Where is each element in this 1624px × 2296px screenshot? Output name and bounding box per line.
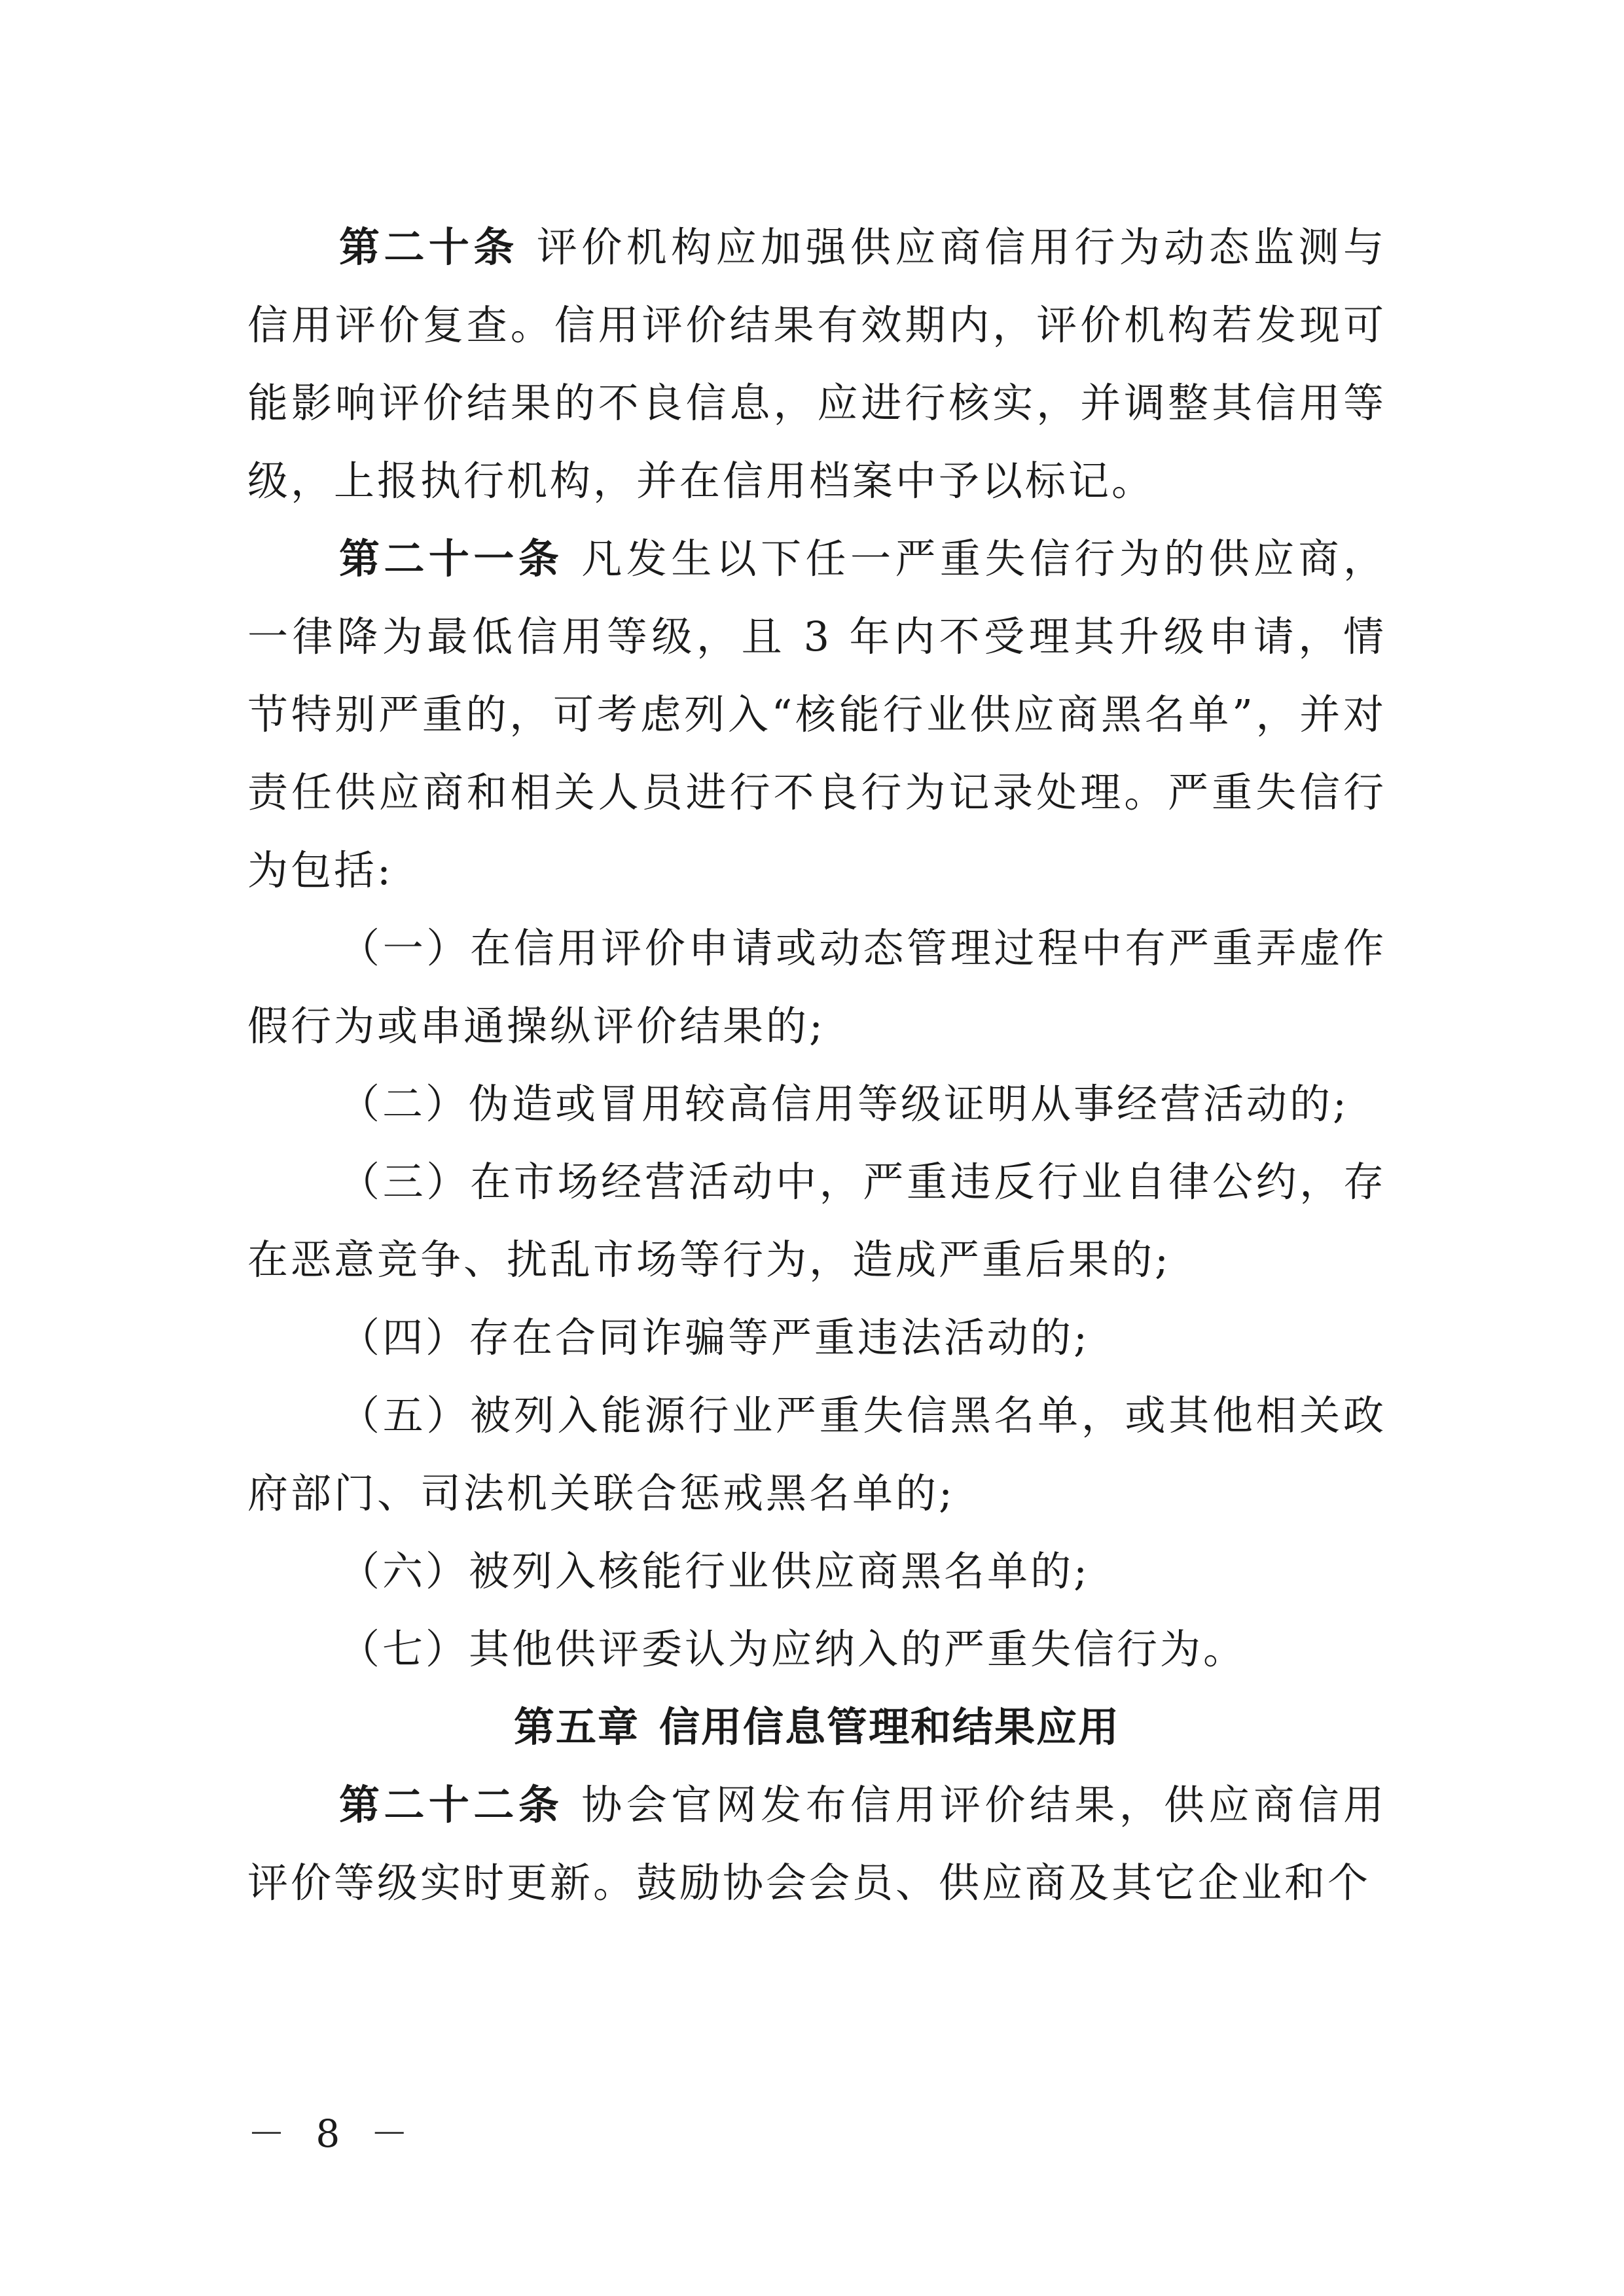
page-content <box>247 208 1386 1922</box>
chapter-number: 第五章 <box>513 1703 640 1751</box>
list-item-3: （三）在市场经营活动中，严重违反行业自律公约，存在恶意竞争、扰乱市场等行为，造成严重后果的; <box>247 1158 1386 1283</box>
article-20-heading: 第二十条 <box>339 223 518 271</box>
article-22-text: 协会官网发布信用评价结果，供应商信用评价等级实时更新。鼓励协会会员、供应商及其它企业和个 <box>247 1781 1386 1907</box>
list-item-4: （四）存在合同诈骗等严重违法活动的; <box>339 1314 1090 1361</box>
list-item-1: （一）在信用评价申请或动态管理过程中有严重弄虚作假行为或串通操纵评价结果的; <box>247 924 1386 1050</box>
list-item-2: （二）伪造或冒用较高信用等级证明从事经营活动的; <box>339 1080 1349 1128</box>
chapter-heading <box>247 1688 1386 1766</box>
article-21-heading: 第二十一条 <box>339 535 564 583</box>
list-item-6: （六）被列入核能行业供应商黑名单的; <box>339 1547 1090 1595</box>
list-item-5: （五）被列入能源行业严重失信黑名单，或其他相关政府部门、司法机关联合惩戒黑名单的; <box>247 1391 1386 1517</box>
page-number: － 8 － <box>247 2111 418 2156</box>
article-20 <box>247 208 1386 520</box>
chapter-title: 信用信息管理和结果应用 <box>659 1703 1121 1751</box>
article-20-text: 评价机构应加强供应商信用行为动态监测与信用评价复查。信用评价结果有效期内，评价机构若发现可能影响评价结果的不良信息，应进行核实，并调整其信用等级，上报执行机构，并在信用档案中予以标记。 <box>247 223 1386 505</box>
list-item-7: （七）其他供评委认为应纳入的严重失信行为。 <box>339 1625 1247 1673</box>
article-22 <box>247 1766 1386 1922</box>
article-22-heading: 第二十二条 <box>339 1781 564 1829</box>
article-21-text: 凡发生以下任一严重失信行为的供应商，一律降为最低信用等级，且 3 年内不受理其升级申请，情节特别严重的，可考虑列入“核能行业供应商黑名单”，并对责任供应商和相关人员进行不良行为记录处理。严重失信行为包括: <box>247 535 1386 894</box>
article-21 <box>247 520 1386 909</box>
